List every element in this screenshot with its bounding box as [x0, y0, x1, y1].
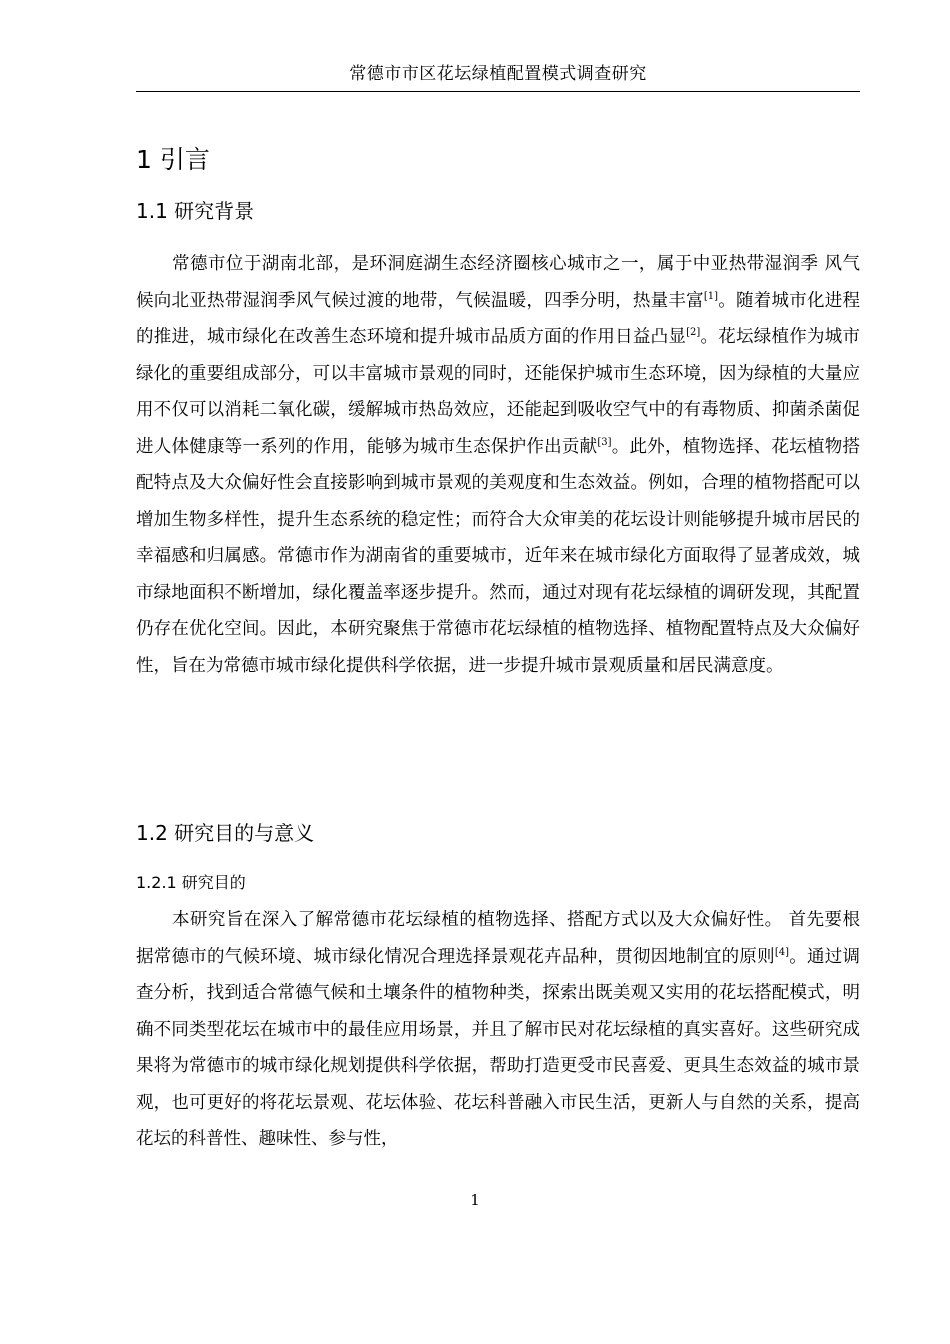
section-heading-1-2: 1.2 研究目的与意义 — [136, 821, 315, 845]
section-heading-1: 1 引言 — [136, 145, 210, 174]
citation: [3] — [597, 436, 612, 448]
section-heading-1-2-1: 1.2.1 研究目的 — [136, 873, 246, 892]
paragraph-research-purpose — [136, 902, 860, 1158]
text-run: 本研究旨在深入了解常德市花坛绿植的植物选择、搭配方式以及大众偏好性。 首先要根据常德市的气候环境、城市绿化情况合理选择景观花卉品种，贯彻因地制宜的原则 — [136, 910, 860, 967]
page-number: 1 — [470, 1191, 480, 1209]
text-run: 。此外，植物选择、花坛植物搭配特点及大众偏好性会直接影响到城市景观的美观度和生态效益。例如，合理的植物搭配可以增加生物多样性，提升生态系统的稳定性；而符合大众审美的花坛设计则能够提升城市居民的幸福感和归属感。常德市作为湖南省的重要城市，近年来在城市绿化方面取得了显著成效，城市绿地面积不断增加，绿化覆盖率逐步提升。然而，通过对现有花坛绿植的调研发现，其配置仍存在优化空间。因此，本研究聚焦于常德市花坛绿植的植物选择、植物配置特点及大众偏好性，旨在为常德市城市绿化提供科学依据，进一步提升城市景观质量和居民满意度。 — [136, 436, 861, 676]
citation: [4] — [774, 946, 790, 958]
citation: [1] — [703, 290, 719, 302]
section-heading-1-1: 1.1 研究背景 — [136, 199, 255, 223]
text-run: 常德市位于湖南北部，是环洞庭湖生态经济圈核心城市之一，属于中亚热带湿润季 风气候向北亚热带湿润季风气候过渡的地带，气候温暖，四季分明，热量丰富 — [136, 254, 860, 311]
text-run: 。花坛绿植作为城市绿化的重要组成部分，可以丰富城市景观的同时，还能保护城市生态环境，因为绿植的大量应用不仅可以消耗二氧化碳，缓解城市热岛效应，还能起到吸收空气中的有毒物质、抑菌杀菌促进人体健康等一系列的作用，能够为城市生态保护作出贡献 — [136, 327, 861, 457]
running-header: 常德市市区花坛绿植配置模式调查研究 — [349, 64, 647, 84]
citation: [2] — [686, 327, 701, 338]
paragraph-research-background — [136, 246, 860, 684]
text-run: 。通过调查分析，找到适合常德气候和土壤条件的植物种类，探索出既美观又实用的花坛搭配模式，明确不同类型花坛在城市中的最佳应用场景，并且了解市民对花坛绿植的真实喜好。这些研究成果将为常德市的城市绿化规划提供科学依据，帮助打造更受市民喜爱、更具生态效益的城市景观，也可更好的将花坛景观、花坛体验、花坛科普融入市民生活，更新人与自然的关系，提高花坛的科普性、趣味性、参与性， — [136, 946, 860, 1149]
text-run: 。随着城市化进程的推进，城市绿化在改善生态环境和提升城市品质方面的作用日益凸显 — [136, 290, 861, 347]
header-rule — [136, 91, 860, 92]
